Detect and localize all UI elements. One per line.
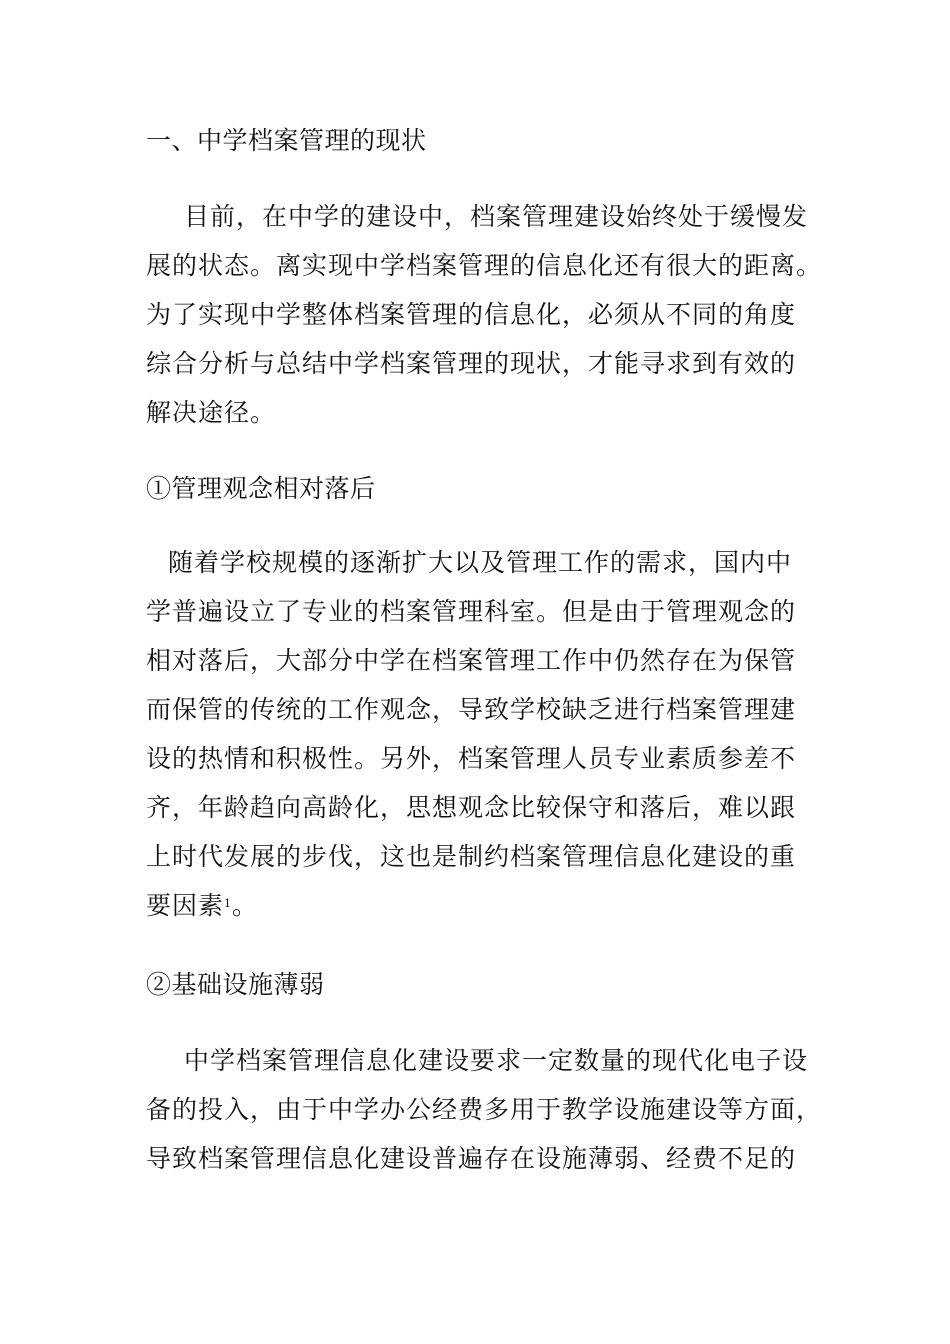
paragraph-line: 展的状态。离实现中学档案管理的信息化还有很大的距离。 [146, 251, 823, 280]
paragraph-line: 而保管的传统的工作观念，导致学校缺乏进行档案管理建 [146, 695, 797, 724]
point1-paragraph [146, 538, 806, 930]
paragraph-line: 导致档案管理信息化建设普遍存在设施薄弱、经费不足的 [146, 1144, 797, 1173]
intro-paragraph [146, 192, 823, 437]
section-heading: 一、中学档案管理的现状 [146, 126, 427, 155]
paragraph-line: 备的投入，由于中学办公经费多用于教学设施建设等方面， [146, 1095, 823, 1124]
paragraph-line: 设的热情和积极性。另外，档案管理人员专业素质参差不 [146, 744, 797, 773]
paragraph-line: 上时代发展的步伐，这也是制约档案管理信息化建设的重 [146, 842, 797, 871]
paragraph-line: 目前，在中学的建设中，档案管理建设始终处于缓慢发 [184, 202, 809, 231]
paragraph-line: 随着学校规模的逐渐扩大以及管理工作的需求，国内中 [168, 548, 793, 577]
paragraph-line [146, 881, 806, 930]
paragraph-line: 学普遍设立了专业的档案管理科室。但是由于管理观念的 [146, 597, 797, 626]
subsection-heading-2: ②基础设施薄弱 [146, 970, 325, 999]
paragraph-punctuation: 。 [232, 891, 259, 920]
subsection-heading-1: ①管理观念相对落后 [146, 474, 376, 503]
paragraph-line: 相对落后，大部分中学在档案管理工作中仍然存在为保管 [146, 646, 797, 675]
paragraph-line: 齐，年龄趋向高龄化，思想观念比较保守和落后，难以跟 [146, 793, 797, 822]
paragraph-line: 综合分析与总结中学档案管理的现状，才能寻求到有效的 [146, 349, 797, 378]
paragraph-line: 解决途径。 [146, 398, 277, 427]
point2-paragraph [146, 1036, 823, 1183]
paragraph-line: 为了实现中学整体档案管理的信息化，必须从不同的角度 [146, 300, 797, 329]
footnote-marker[interactable]: 1 [224, 897, 233, 910]
paragraph-text: 要因素 [146, 891, 225, 920]
paragraph-line: 中学档案管理信息化建设要求一定数量的现代化电子设 [184, 1046, 809, 1075]
